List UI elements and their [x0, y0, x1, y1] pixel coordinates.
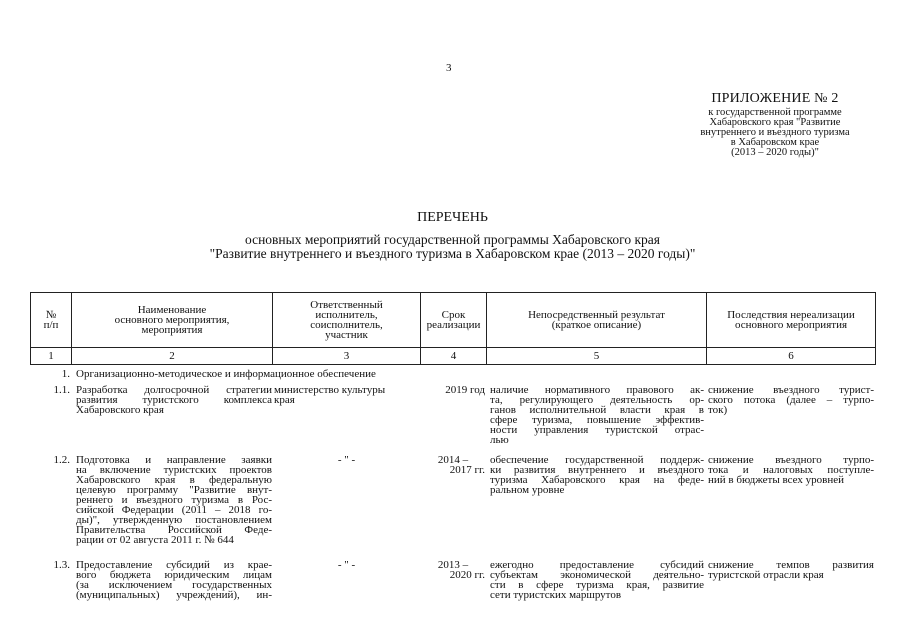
document-subtitle-line: "Развитие внутреннего и въездного туризма в Хабаровском крае (2013 – 2020 годы)" [209, 246, 696, 261]
header-result: Непосредственный результат (краткое описание) [487, 293, 707, 348]
term: 2019 год [445, 384, 485, 396]
row-number: 1.2. [53, 454, 70, 466]
appendix-title: ПРИЛОЖЕНИЕ № 2 [711, 91, 839, 106]
measures-table-header [30, 292, 876, 365]
appendix-line: (2013 – 2020 годы)" [731, 147, 819, 158]
header-measure-name: Наименование основного мероприятия, мероприятия [72, 293, 273, 348]
appendix-line: Хабаровского края "Развитие [709, 117, 841, 128]
document-subtitle-line: основных мероприятий государственной программы Хабаровского края [245, 232, 660, 247]
direct-result: ежегодно предоставление субсидий субъектам экономической деятельно- сти в сфере туризма края, развитие сети туристских маршрутов [490, 559, 704, 601]
document-title-block [0, 209, 905, 261]
column-number: 3 [273, 348, 421, 365]
column-number: 4 [421, 348, 487, 365]
page-number: 3 [446, 62, 452, 74]
column-number: 6 [707, 348, 876, 365]
executor: - " - [337, 454, 356, 466]
consequence: снижение темпов развития туристской отрасли края [708, 559, 874, 581]
section-label: Организационно-методическое и информационное обеспечение [76, 368, 376, 380]
header-number: № п/п [31, 293, 72, 348]
measure-name: Разработка долгосрочной стратегии развития туристского комплекса Хабаровского края [76, 384, 272, 416]
document-title: ПЕРЕЧЕНЬ [417, 210, 488, 225]
appendix-line: внутреннего и въездного туризма [700, 127, 850, 138]
column-number: 2 [72, 348, 273, 365]
table-header-row [31, 293, 876, 348]
header-executor: Ответственный исполнитель, соисполнитель, участник [273, 293, 421, 348]
row-number: 1.3. [53, 559, 70, 571]
executor: - " - [337, 559, 356, 571]
appendix-line: в Хабаровском крае [730, 137, 820, 148]
term: 2013 – 2020 гг. [437, 559, 485, 581]
direct-result: обеспечение государственной поддерж- ки развития внутреннего и въездного туризма Хабаровского края на феде- ральном уровне [490, 454, 704, 496]
row-number: 1.1. [53, 384, 70, 396]
appendix-header [660, 91, 890, 158]
consequence: снижение въездного турпо- тока и налоговых поступле- ний в бюджеты всех уровней [708, 454, 874, 486]
consequence: снижение въездного турист- ского потока (далее – турпо- ток) [708, 384, 874, 416]
executor: министерство культуры края [274, 384, 386, 406]
appendix-line: к государственной программе [708, 107, 842, 118]
measure-name: Подготовка и направление заявки на включение туристских проектов Хабаровского края в федеральную целевую программу "Развитие внут- реннего и въездного туризма в Рос- сийской Федерации (2011 – 2018 го- ды)", утвержденную постановлением Правительства Российской Феде- рации от 02 августа 2011 г. № 644 [76, 454, 272, 546]
column-number-row [31, 348, 876, 365]
header-term: Срок реализации [421, 293, 487, 348]
section-number: 1. [61, 368, 70, 380]
column-number: 1 [31, 348, 72, 365]
direct-result: наличие нормативного правового ак- та, регулирующего деятельность ор- ганов исполнительной власти края в сфере туризма, повышение эффектив- ности управления туристской отрас- лью [490, 384, 704, 446]
header-consequence: Последствия нереализации основного мероприятия [707, 293, 876, 348]
term: 2014 – 2017 гг. [437, 454, 485, 476]
column-number: 5 [487, 348, 707, 365]
measure-name: Предоставление субсидий из крае- вого бюджета юридическим лицам (за исключением государственных (муниципальных) учреждений), ин- [76, 559, 272, 601]
